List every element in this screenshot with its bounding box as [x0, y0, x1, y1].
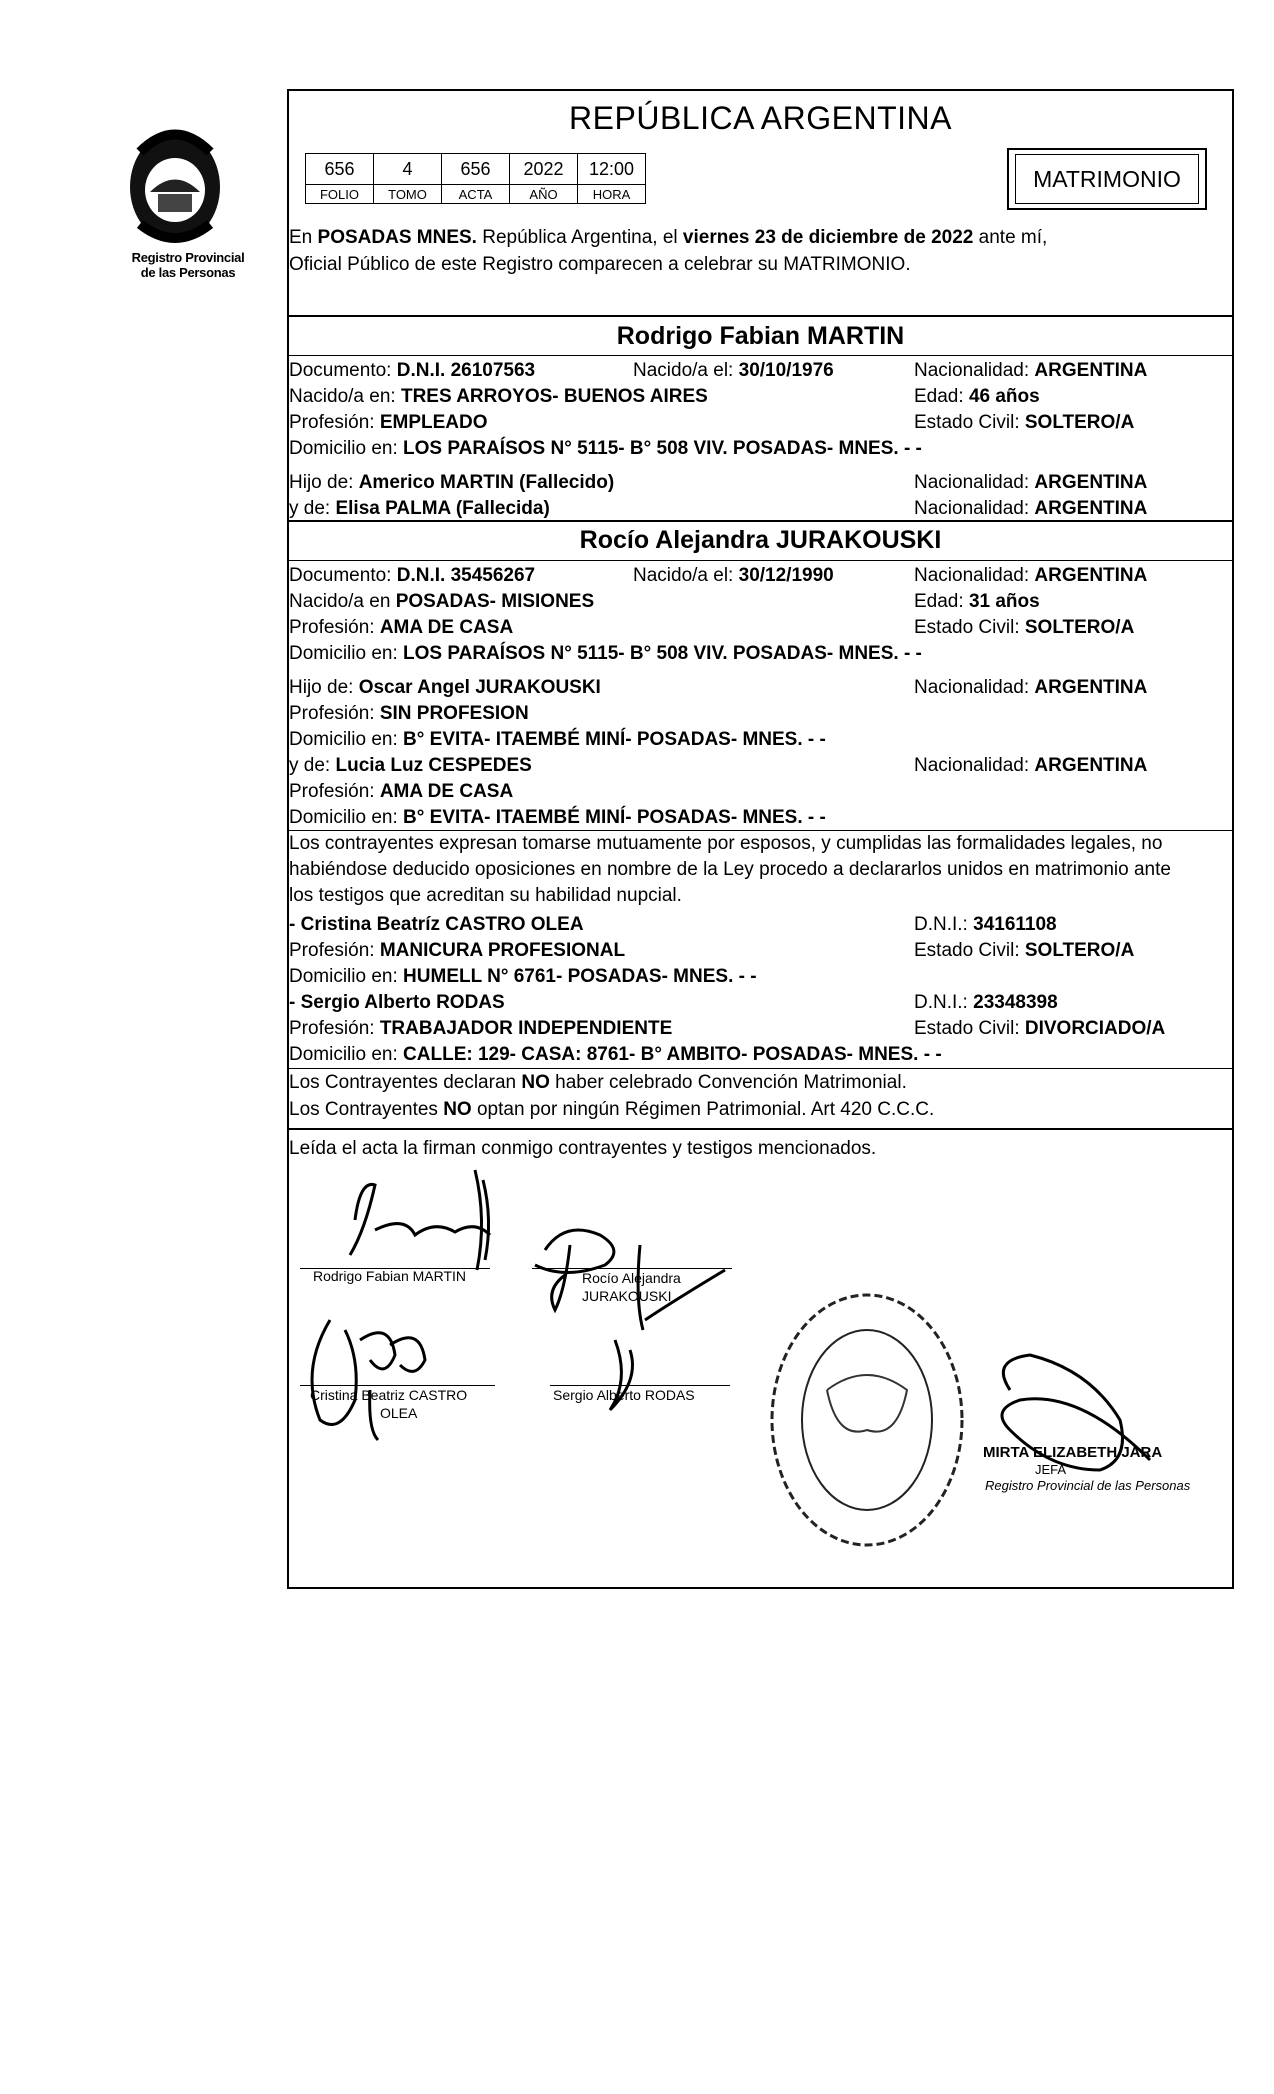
folio-label: FOLIO — [306, 185, 374, 204]
divider — [287, 560, 1234, 561]
spouse1-birthdate: Nacido/a el: 30/10/1976 — [633, 360, 834, 381]
spouse1-mother-nationality: Nacionalidad: ARGENTINA — [914, 498, 1148, 519]
spouse1-father: Hijo de: Americo MARTIN (Fallecido) — [289, 472, 615, 493]
acta-label: ACTA — [442, 185, 510, 204]
signature-line — [532, 1268, 732, 1269]
official-title: JEFA — [1035, 1462, 1067, 1477]
tomo-value: 4 — [374, 154, 442, 185]
divider — [287, 520, 1234, 522]
signature-label-rocio-2: JURAKOUSKI — [582, 1288, 672, 1304]
witness2-address: Domicilio en: CALLE: 129- CASA: 8761- B° AMBITO- POSADAS- MNES. - - — [289, 1044, 942, 1065]
spouse2-mother-profession: Profesión: AMA DE CASA — [289, 781, 514, 802]
spouse1-address: Domicilio en: LOS PARAÍSOS N° 5115- B° 508 VIV. POSADAS- MNES. - - — [289, 438, 922, 459]
signature-label-rocio-1: Rocío Alejandra — [582, 1270, 681, 1286]
official-office: Registro Provincial de las Personas — [985, 1478, 1191, 1493]
signature-label-cristina-2: OLEA — [380, 1405, 418, 1421]
witness1-address: Domicilio en: HUMELL N° 6761- POSADAS- MNES. - - — [289, 966, 757, 987]
spouse2-father-nationality: Nacionalidad: ARGENTINA — [914, 677, 1148, 698]
witness2-profession: Profesión: TRABAJADOR INDEPENDIENTE — [289, 1018, 673, 1039]
witness2-name: - Sergio Alberto RODAS — [289, 992, 505, 1013]
act-type-badge — [1007, 148, 1207, 210]
spouse1-document: Documento: D.N.I. 26107563 — [289, 360, 536, 381]
signature-label-sergio: Sergio Alberto RODAS — [553, 1387, 695, 1403]
spouse1-nationality: Nacionalidad: ARGENTINA — [914, 360, 1148, 381]
spouse2-address: Domicilio en: LOS PARAÍSOS N° 5115- B° 508 VIV. POSADAS- MNES. - - — [289, 643, 922, 664]
spouse1-mother: y de: Elisa PALMA (Fallecida) — [289, 498, 550, 519]
spouse2-birthdate: Nacido/a el: 30/12/1990 — [633, 565, 834, 586]
spouse2-document: Documento: D.N.I. 35456267 — [289, 565, 536, 586]
act-type-label: MATRIMONIO — [1015, 154, 1199, 204]
logo-caption-line2: de las Personas — [140, 265, 236, 280]
spouse1-name: Rodrigo Fabian MARTIN — [616, 322, 905, 350]
divider — [287, 355, 1234, 356]
spouse2-age: Edad: 31 años — [914, 591, 1040, 612]
divider — [287, 1068, 1234, 1069]
signature-line — [300, 1385, 495, 1386]
spouse2-mother-nationality: Nacionalidad: ARGENTINA — [914, 755, 1148, 776]
spouse2-profession: Profesión: AMA DE CASA — [289, 617, 514, 638]
spouse2-civil-status: Estado Civil: SOLTERO/A — [914, 617, 1135, 638]
witness2-dni: D.N.I.: 23348398 — [914, 992, 1058, 1013]
spouse1-profession: Profesión: EMPLEADO — [289, 412, 488, 433]
signature-rodrigo — [305, 1160, 505, 1280]
witness2-civil-status: Estado Civil: DIVORCIADO/A — [914, 1018, 1166, 1039]
spouse1-father-nationality: Nacionalidad: ARGENTINA — [914, 472, 1148, 493]
signature-sergio — [590, 1320, 710, 1420]
hora-value: 12:00 — [578, 154, 646, 185]
record-number-table — [305, 153, 646, 204]
divider — [287, 315, 1234, 317]
signature-line — [550, 1385, 730, 1386]
spouse1-age: Edad: 46 años — [914, 386, 1040, 407]
witness1-dni: D.N.I.: 34161108 — [914, 914, 1057, 935]
hora-label: HORA — [578, 185, 646, 204]
declaration-line-3: los testigos que acreditan su habilidad nupcial. — [289, 885, 682, 906]
spouse1-civil-status: Estado Civil: SOLTERO/A — [914, 412, 1135, 433]
official-stamp-icon — [767, 1290, 967, 1550]
spouse2-mother: y de: Lucia Luz CESPEDES — [289, 755, 532, 776]
spouse2-father-profession: Profesión: SIN PROFESION — [289, 703, 529, 724]
folio-value: 656 — [306, 154, 374, 185]
page-title: REPÚBLICA ARGENTINA — [569, 100, 952, 136]
declaration-line-1: Los contrayentes expresan tomarse mutuamente por esposos, y cumplidas las formalidades legales, no — [289, 833, 1163, 854]
witness1-civil-status: Estado Civil: SOLTERO/A — [914, 940, 1135, 961]
logo-caption-line1: Registro Provincial — [131, 250, 245, 265]
tomo-label: TOMO — [374, 185, 442, 204]
spouse2-name: Rocío Alejandra JURAKOUSKI — [579, 526, 942, 554]
regime-line-2: Los Contrayentes NO optan por ningún Régimen Patrimonial. Art 420 C.C.C. — [289, 1099, 935, 1120]
acta-value: 656 — [442, 154, 510, 185]
spouse2-father: Hijo de: Oscar Angel JURAKOUSKI — [289, 677, 601, 698]
registry-logo-caption — [98, 250, 278, 280]
ano-label: AÑO — [510, 185, 578, 204]
spouse2-nationality: Nacionalidad: ARGENTINA — [914, 565, 1148, 586]
regime-line-1: Los Contrayentes declaran NO haber celebrado Convención Matrimonial. — [289, 1072, 907, 1093]
spouse2-mother-address: Domicilio en: B° EVITA- ITAEMBÉ MINÍ- POSADAS- MNES. - - — [289, 807, 826, 828]
declaration-line-2: habiéndose deducido oposiciones en nombre de la Ley procedo a declararlos unidos en matrimonio ante — [289, 859, 1171, 880]
intro-line-1: En POSADAS MNES. República Argentina, el viernes 23 de diciembre de 2022 ante mí, — [289, 227, 1048, 248]
divider — [287, 1128, 1234, 1130]
signature-label-cristina-1: Cristina Beatriz CASTRO — [310, 1387, 468, 1403]
official-name: MIRTA ELIZABETH JARA — [983, 1444, 1163, 1461]
spouse2-father-address: Domicilio en: B° EVITA- ITAEMBÉ MINÍ- POSADAS- MNES. - - — [289, 729, 826, 750]
signature-label-rodrigo: Rodrigo Fabian MARTIN — [313, 1268, 467, 1284]
witness1-name: - Cristina Beatríz CASTRO OLEA — [289, 914, 584, 935]
intro-line-2: Oficial Público de este Registro comparecen a celebrar su MATRIMONIO. — [289, 254, 911, 275]
witness1-profession: Profesión: MANICURA PROFESIONAL — [289, 940, 626, 961]
signature-official — [970, 1350, 1170, 1490]
spouse2-birthplace: Nacido/a en POSADAS- MISIONES — [289, 591, 595, 612]
spouse1-birthplace: Nacido/a en: TRES ARROYOS- BUENOS AIRES — [289, 386, 708, 407]
ano-value: 2022 — [510, 154, 578, 185]
signature-cristina — [300, 1300, 460, 1450]
closing-text: Leída el acta la firman conmigo contrayentes y testigos mencionados. — [289, 1138, 877, 1159]
divider — [287, 830, 1234, 831]
